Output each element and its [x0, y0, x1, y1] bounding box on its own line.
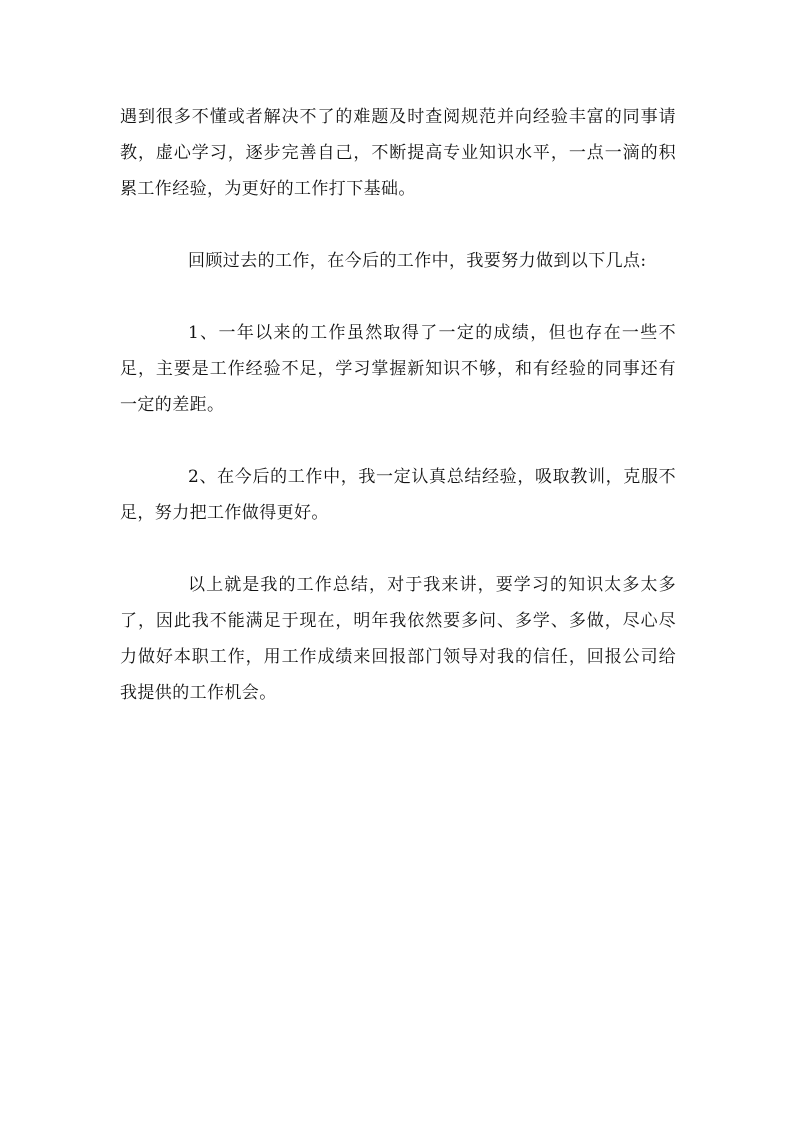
paragraph-point-2: 2、在今后的工作中，我一定认真总结经验，吸取教训，克服不足，努力把工作做得更好。	[120, 467, 676, 523]
paragraph-continued: 遇到很多不懂或者解决不了的难题及时查阅规范并向经验丰富的同事请教，虚心学习，逐步完善自己，不断提高专业知识水平，一点一滴的积累工作经验，为更好的工作打下基础。	[120, 107, 676, 199]
document-body	[120, 99, 676, 711]
paragraph-review-intro: 回顾过去的工作，在今后的工作中，我要努力做到以下几点:	[188, 251, 647, 271]
paragraph-point-1: 1、一年以来的工作虽然取得了一定的成绩，但也存在一些不足，主要是工作经验不足，学习掌握新知识不够，和有经验的同事还有一定的差距。	[120, 323, 676, 415]
paragraph-conclusion: 以上就是我的工作总结，对于我来讲，要学习的知识太多太多了，因此我不能满足于现在，明年我依然要多问、多学、多做，尽心尽力做好本职工作，用工作成绩来回报部门领导对我的信任，回报公司给我提供的工作机会。	[120, 575, 676, 703]
